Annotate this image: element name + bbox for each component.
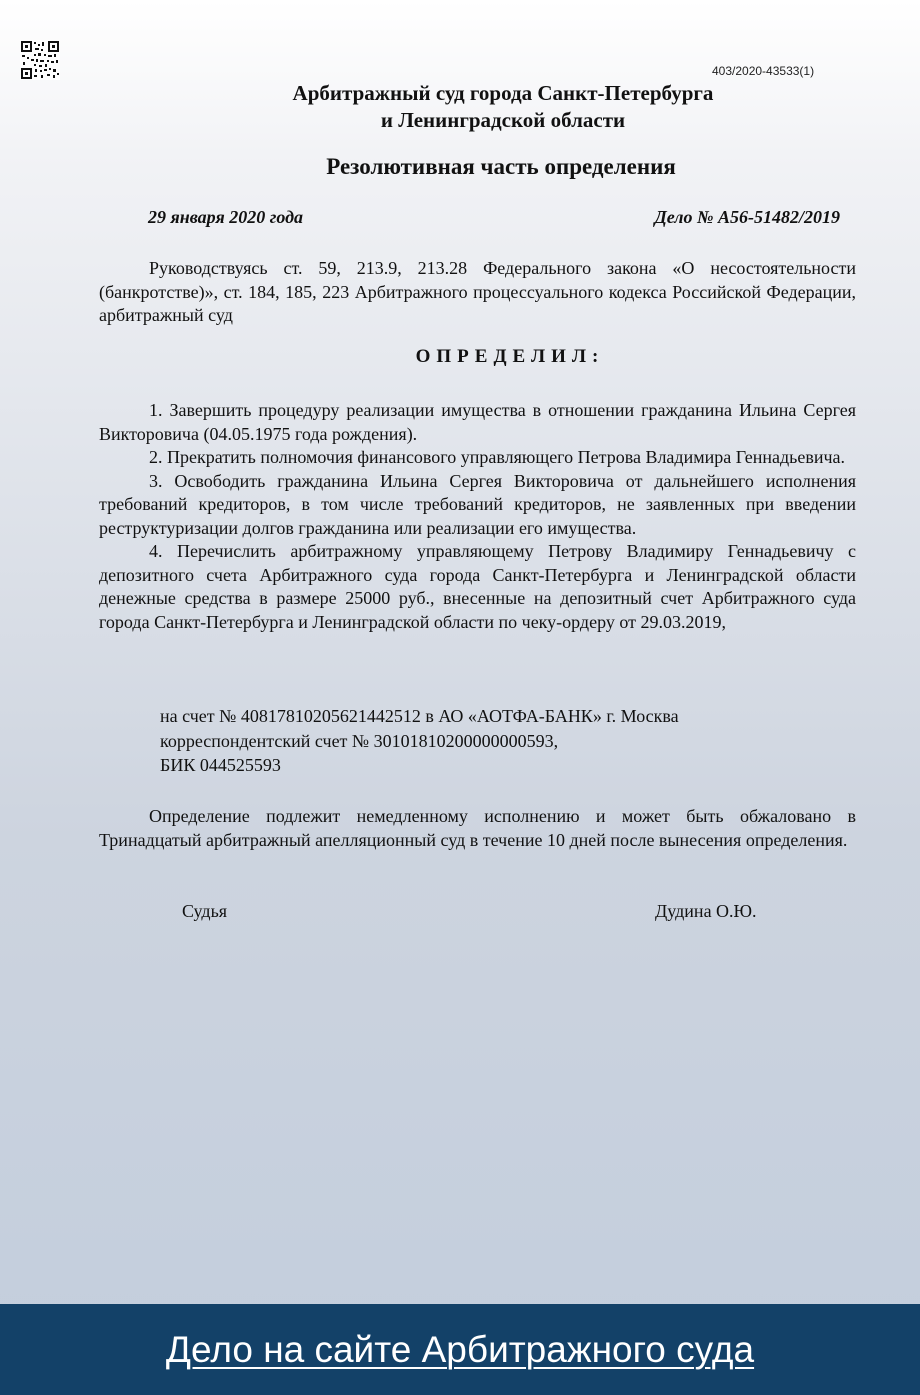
court-name-line1: Арбитражный суд города Санкт-Петербурга: [292, 81, 714, 105]
appeal-notice: [99, 805, 856, 852]
arbitration-court-case-link[interactable]: Дело на сайте Арбитражного суда: [165, 1328, 755, 1370]
case-reference-id: 403/2020-43533(1): [712, 64, 815, 78]
bank-account-line: на счет № 40817810205621442512 в АО «АОТФА-БАНК» г. Москва: [160, 706, 679, 726]
preamble-text: Руководствуясь ст. 59, 213.9, 213.28 Федерального закона «О несостоятельности (банкротстве)», ст. 184, 185, 223 Арбитражного процессуального кодекса Российской Федерации, арбитражный суд: [99, 258, 856, 325]
bik-line: БИК 044525593: [160, 755, 281, 775]
preamble: [99, 257, 856, 328]
court-name-line2: и Ленинградской области: [380, 108, 626, 132]
footer-banner: [0, 1304, 920, 1395]
document-title: Резолютивная часть определения: [326, 154, 676, 179]
judge-name: Дудина О.Ю.: [655, 901, 757, 921]
ruling-item: 1. Завершить процедуру реализации имущества в отношении гражданина Ильина Сергея Викторовича (04.05.1975 года рождения).: [99, 400, 856, 444]
appeal-text: Определение подлежит немедленному исполнению и может быть обжаловано в Тринадцатый арбитражный апелляционный суд в течение 10 дней после вынесения определения.: [99, 806, 856, 850]
court-name: [0, 80, 920, 134]
judge-label: Судья: [182, 901, 228, 921]
ruling-item: 3. Освободить гражданина Ильина Сергея Викторовича от дальнейшего исполнения требований кредиторов, в том числе требований кредиторов, не заявленных при введении реструктуризации долгов гражданина или реализации его имущества.: [99, 470, 856, 538]
case-number: Дело № А56-51482/2019: [654, 207, 840, 227]
bank-details: [160, 704, 679, 778]
document-date: 29 января 2020 года: [148, 207, 304, 227]
correspondent-account-line: корреспондентский счет № 30101810200000000593,: [160, 730, 559, 751]
ruling-item: 4. Перечислить арбитражному управляющему Петрову Владимиру Геннадьевичу с депозитного счета Арбитражного суда города Санкт-Петербурга и Ленинградской области денежные средства в размере 25000 руб., внесенные на депозитный счет Арбитражного суда города Санкт-Петербурга и Ленинградской области по чеку-ордеру от 29.03.2019,: [99, 541, 856, 632]
qr-code-icon: [20, 40, 60, 80]
ruling-heading: ОПРЕДЕЛИЛ:: [415, 346, 605, 367]
ruling-item: 2. Прекратить полномочия финансового управляющего Петрова Владимира Геннадьевича.: [149, 447, 846, 467]
ruling-items: [99, 399, 856, 634]
